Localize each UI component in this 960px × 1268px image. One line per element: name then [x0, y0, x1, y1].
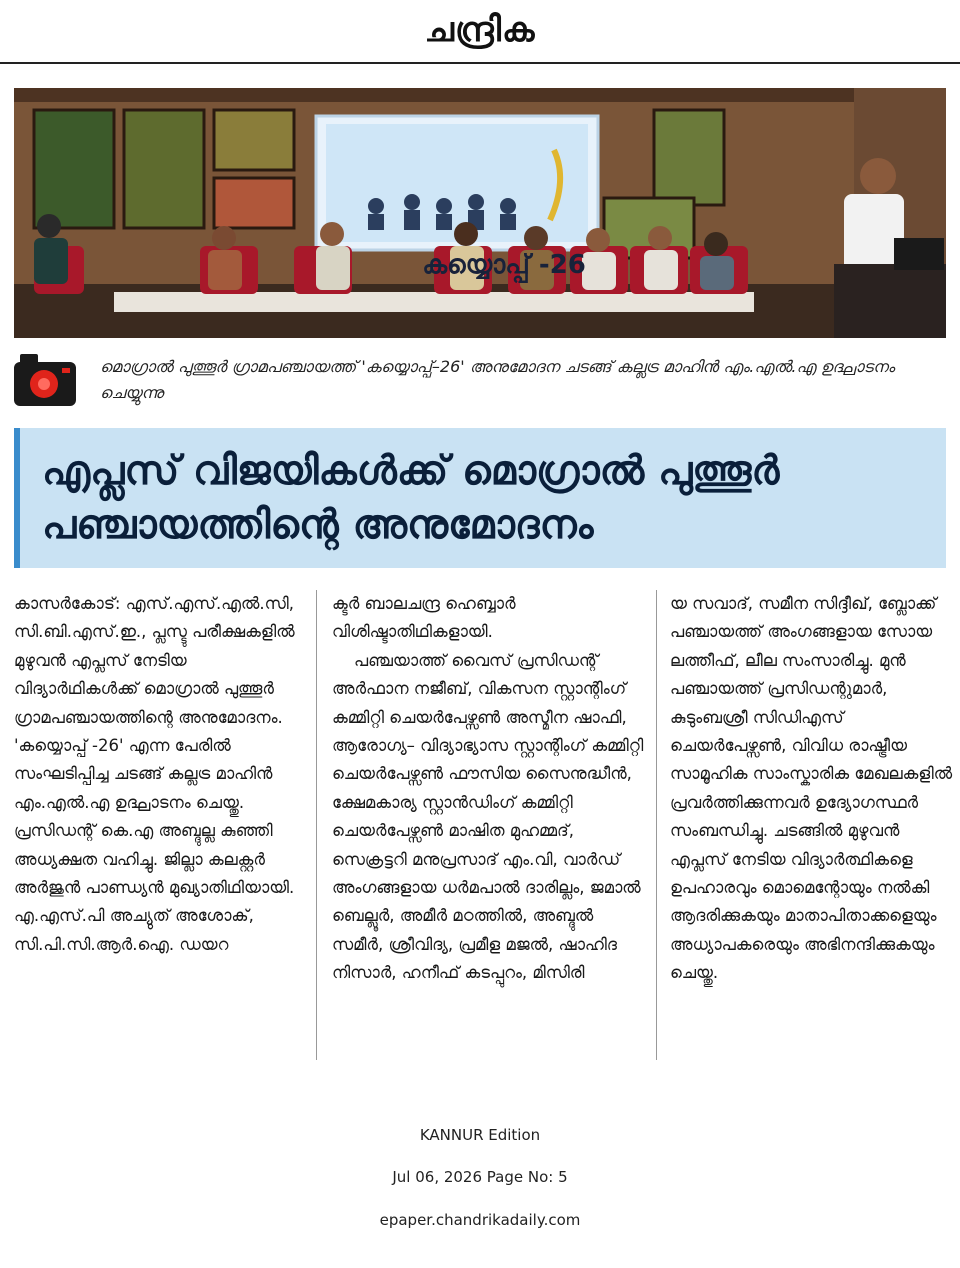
- event-photo-illustration: [14, 88, 946, 338]
- newspaper-logo: ചന്ദ്രിക: [424, 10, 536, 50]
- column-divider: [656, 590, 657, 1060]
- article-column-3: [670, 590, 960, 988]
- article-column-1: [14, 590, 304, 959]
- camera-icon: [14, 350, 76, 406]
- article-paragraph: പഞ്ചയാത്ത് വൈസ് പ്രസിഡന്റ് അർഫാന നജീബ്, വികസന സ്റ്റാന്റിംഗ് കമ്മിറ്റി ചെയർപേഴ്സൺ അസ്മീന ഷാഫി, ആരോഗ്യ– വിദ്യാഭ്യാസ സ്റ്റാന്റിംഗ് കമ്മിറ്റി ചെയർപേഴ്സൺ ഫൗസിയ സൈനുദ്ധീൻ, ക്ഷേമകാര്യ സ്റ്റാൻഡിംഗ് കമ്മിറ്റി ചെയർപേഴ്സൺ മാഷിത മുഹമ്മദ്, സെക്രട്ടറി മനുപ്രസാദ് എം.വി, വാർഡ് അംഗങ്ങളായ ധർമപാൽ ദാരില്ലം, ജമാൽ ബെല്ലൂർ, അമീർ മഠത്തിൽ, അബ്ദുൽ സമീർ, ശ്രീവിദ്യ, പ്രമീള മജൽ, ഷാഹിദ നിസാർ, ഹനീഫ് കടപ്പുറം, മിസിരി: [332, 650, 644, 983]
- article-paragraph: കാസർകോട്: എസ്.എസ്.എൽ.സി, സി.ബി.എസ്.ഇ., പ്ലസ്ടു പരീക്ഷകളിൽ മുഴുവൻ എപ്ലസ് നേടിയ വിദ്യാർഥികൾക്ക് മൊഗ്രാൽ പുത്തൂർ ഗ്രാമപഞ്ചായത്തിന്റെ അനുമോദനം. 'കയ്യൊപ്പ് -26' എന്ന പേരിൽ സംഘടിപ്പിച്ച ചടങ്ങ് കല്ലട്ര മാഹിൻ എം.എൽ.എ ഉദ്ഘാടനം ചെയ്തു. പ്രസിഡന്റ് കെ.എ അബ്ദുല്ല കുഞ്ഞി അധ്യക്ഷത വഹിച്ചു. ജില്ലാ കലക്റ്റർ അർജുൻ പാണ്ഡ്യൻ മുഖ്യാതിഥിയായി. എ.എസ്.പി അച്യുത് അശോക്, സി.പി.സി.ആർ.ഐ. ഡയറ: [14, 594, 295, 954]
- article-paragraph: യ സവാദ്, സമീന സിദ്ദീഖ്, ബ്ലോക്ക് പഞ്ചായത്ത് അംഗങ്ങളായ സോയ ലത്തീഫ്, ലീല സംസാരിച്ചു. മുൻ പഞ്ചായത്ത് പ്രസിഡന്റുമാർ, കുടുംബശ്രീ സിഡിഎസ് ചെയർപേഴ്സൺ, വിവിധ രാഷ്ട്രീയ സാമൂഹിക സാംസ്കാരിക മേഖലകളിൽ പ്രവർത്തിക്കുന്നവർ ഉദ്യോഗസ്ഥർ സംബന്ധിച്ചു. ചടങ്ങിൽ മുഴുവൻ എപ്ലസ് നേടിയ വിദ്യാർത്ഥികളെ ഉപഹാരവും മൊമെന്റോയും നൽകി ആദരിക്കുകയും മാതാപിതാക്കളെയും അധ്യാപകരെയും അഭിനന്ദിക്കുകയും ചെയ്തു.: [670, 594, 953, 983]
- headline-box: [14, 428, 946, 568]
- banner-title: കയ്യൊപ്പ് -26: [422, 250, 586, 280]
- date-page-label: Jul 06, 2026 Page No: 5: [392, 1168, 568, 1186]
- headline: എപ്ലസ് വിജയികൾക്ക് മൊഗ്രാൽ പുത്തൂർ പഞ്ചായത്തിന്റെ അനുമോദനം: [42, 448, 780, 548]
- news-photo: [14, 88, 946, 338]
- caption-text: മൊഗ്രാൽ പുത്തൂർ ഗ്രാമപഞ്ചായത്ത് 'കയ്യൊപ്പ്–26' അനുമോദന ചടങ്ങ് കല്ലട്ര മാഹിൻ എം.എൽ.എ ഉദ്ഘാടനം ചെയ്യുന്നു: [100, 357, 895, 402]
- article-paragraph: ക്ടർ ബാലചന്ദ്ര ഹെബ്ബാർ വിശിഷ്ടാതിഥികളായി.: [332, 594, 516, 642]
- masthead: [0, 0, 960, 64]
- article-column-2: [332, 590, 644, 988]
- site-link[interactable]: epaper.chandrikadaily.com: [379, 1211, 581, 1229]
- photo-caption: [14, 346, 946, 416]
- edition-label: KANNUR Edition: [419, 1126, 541, 1144]
- column-divider: [316, 590, 317, 1060]
